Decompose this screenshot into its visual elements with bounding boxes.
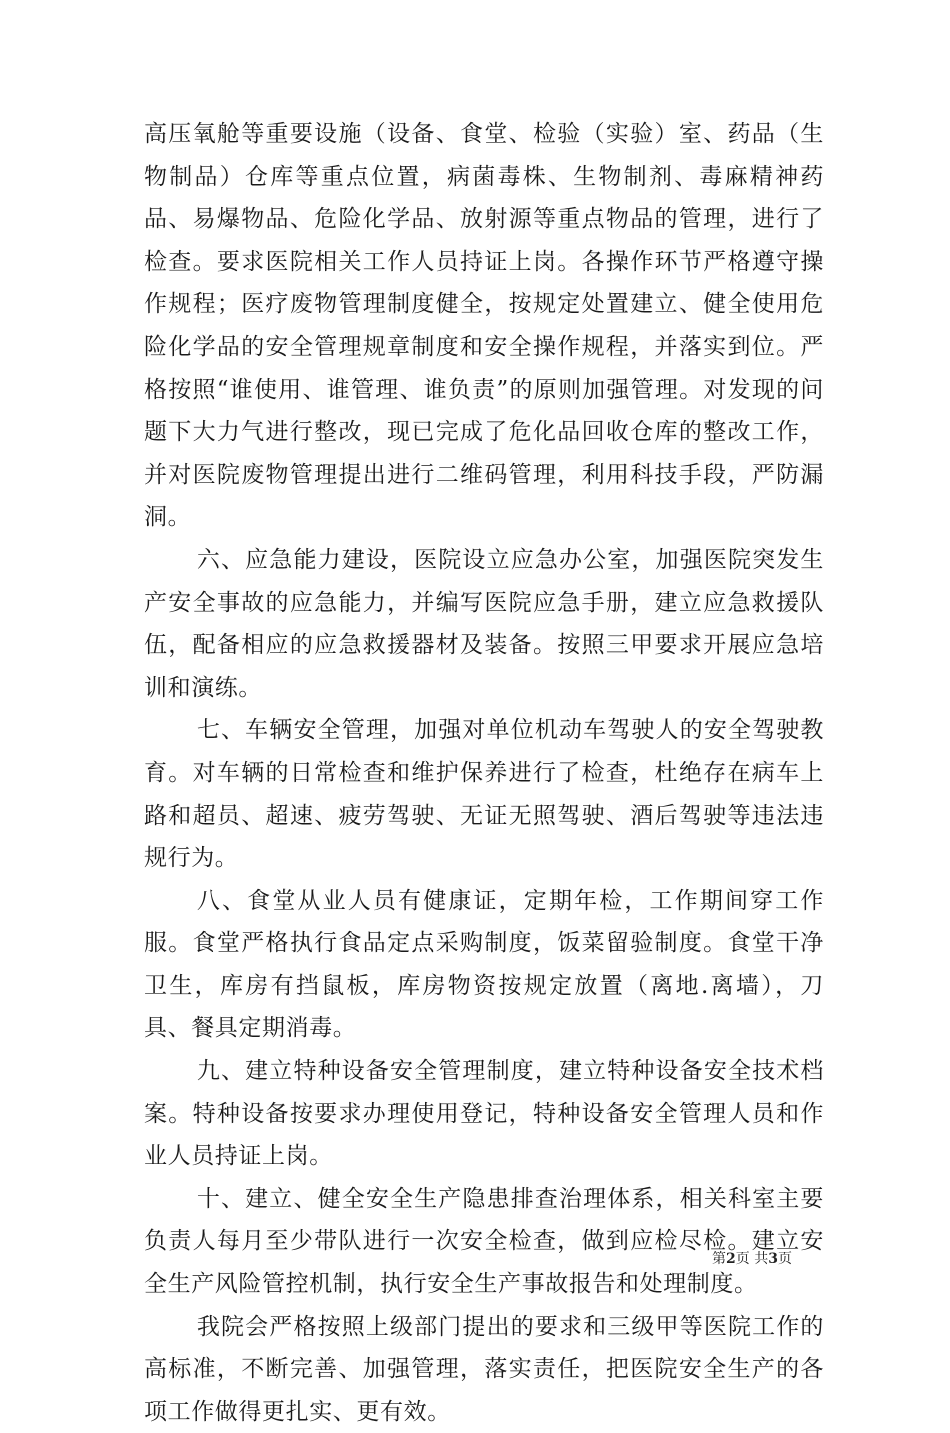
paragraph-special-equipment: 九、建立特种设备安全管理制度，建立特种设备安全技术档案。特种设备按要求办理使用登记，特种设备安全管理人员和作业人员持证上岗。 xyxy=(144,1058,824,1170)
current-page-number: 2 xyxy=(726,1251,736,1267)
footer-suffix: 页 xyxy=(777,1251,792,1267)
paragraph-vehicle-safety: 七、车辆安全管理，加强对单位机动车驾驶人的安全驾驶教育。对车辆的日常检查和维护保养进行了检查，杜绝存在病车上路和超员、超速、疲劳驾驶、无证无照驾驶、酒后驾驶等违法违规行为。 xyxy=(144,717,824,872)
footer-prefix: 第 xyxy=(712,1251,726,1267)
total-pages-number: 3 xyxy=(768,1251,778,1267)
paragraph-closing: 我院会严格按照上级部门提出的要求和三级甲等医院工作的高标准，不断完善、加强管理，落实责任，把医院安全生产的各项工作做得更扎实、更有效。 xyxy=(144,1313,824,1425)
footer-middle: 页 共 xyxy=(735,1251,769,1267)
paragraph-canteen: 八、食堂从业人员有健康证，定期年检，工作期间穿工作服。食堂严格执行食品定点采购制度，饭菜留验制度。食堂干净卫生，库房有挡鼠板，库房物资按规定放置（离地.离墙），刀具、餐具定期消毒。 xyxy=(144,887,824,1042)
paragraph-continued: 高压氧舱等重要设施（设备、食堂、检验（实验）室、药品（生物制品）仓库等重点位置，病菌毒株、生物制剂、毒麻精神药品、易爆物品、危险化学品、放射源等重点物品的管理，进行了检查。要求医院相关工作人员持证上岗。各操作环节严格遵守操作规程；医疗废物管理制度健全，按规定处置建立、健全使用危险化学品的安全管理规章制度和安全操作规程，并落实到位。严格按照“谁使用、谁管理、谁负责”的原则加强管理。对发现的问题下大力气进行整改，现已完成了危化品回收仓库的整改工作，并对医院废物管理提出进行二维码管理，利用科技手段，严防漏洞。 xyxy=(144,121,824,531)
paragraph-emergency-capability: 六、应急能力建设，医院设立应急办公室，加强医院突发生产安全事故的应急能力，并编写医院应急手册，建立应急救援队伍，配备相应的应急救援器材及装备。按照三甲要求开展应急培训和演练。 xyxy=(144,546,824,701)
paragraph-hazard-inspection: 十、建立、健全安全生产隐患排查治理体系，相关科室主要负责人每月至少带队进行一次安全检查，做到应检尽检。建立安全生产风险管控机制，执行安全生产事故报告和处理制度。 xyxy=(144,1185,824,1298)
page-number-footer xyxy=(712,1250,792,1268)
document-body xyxy=(144,113,824,1433)
